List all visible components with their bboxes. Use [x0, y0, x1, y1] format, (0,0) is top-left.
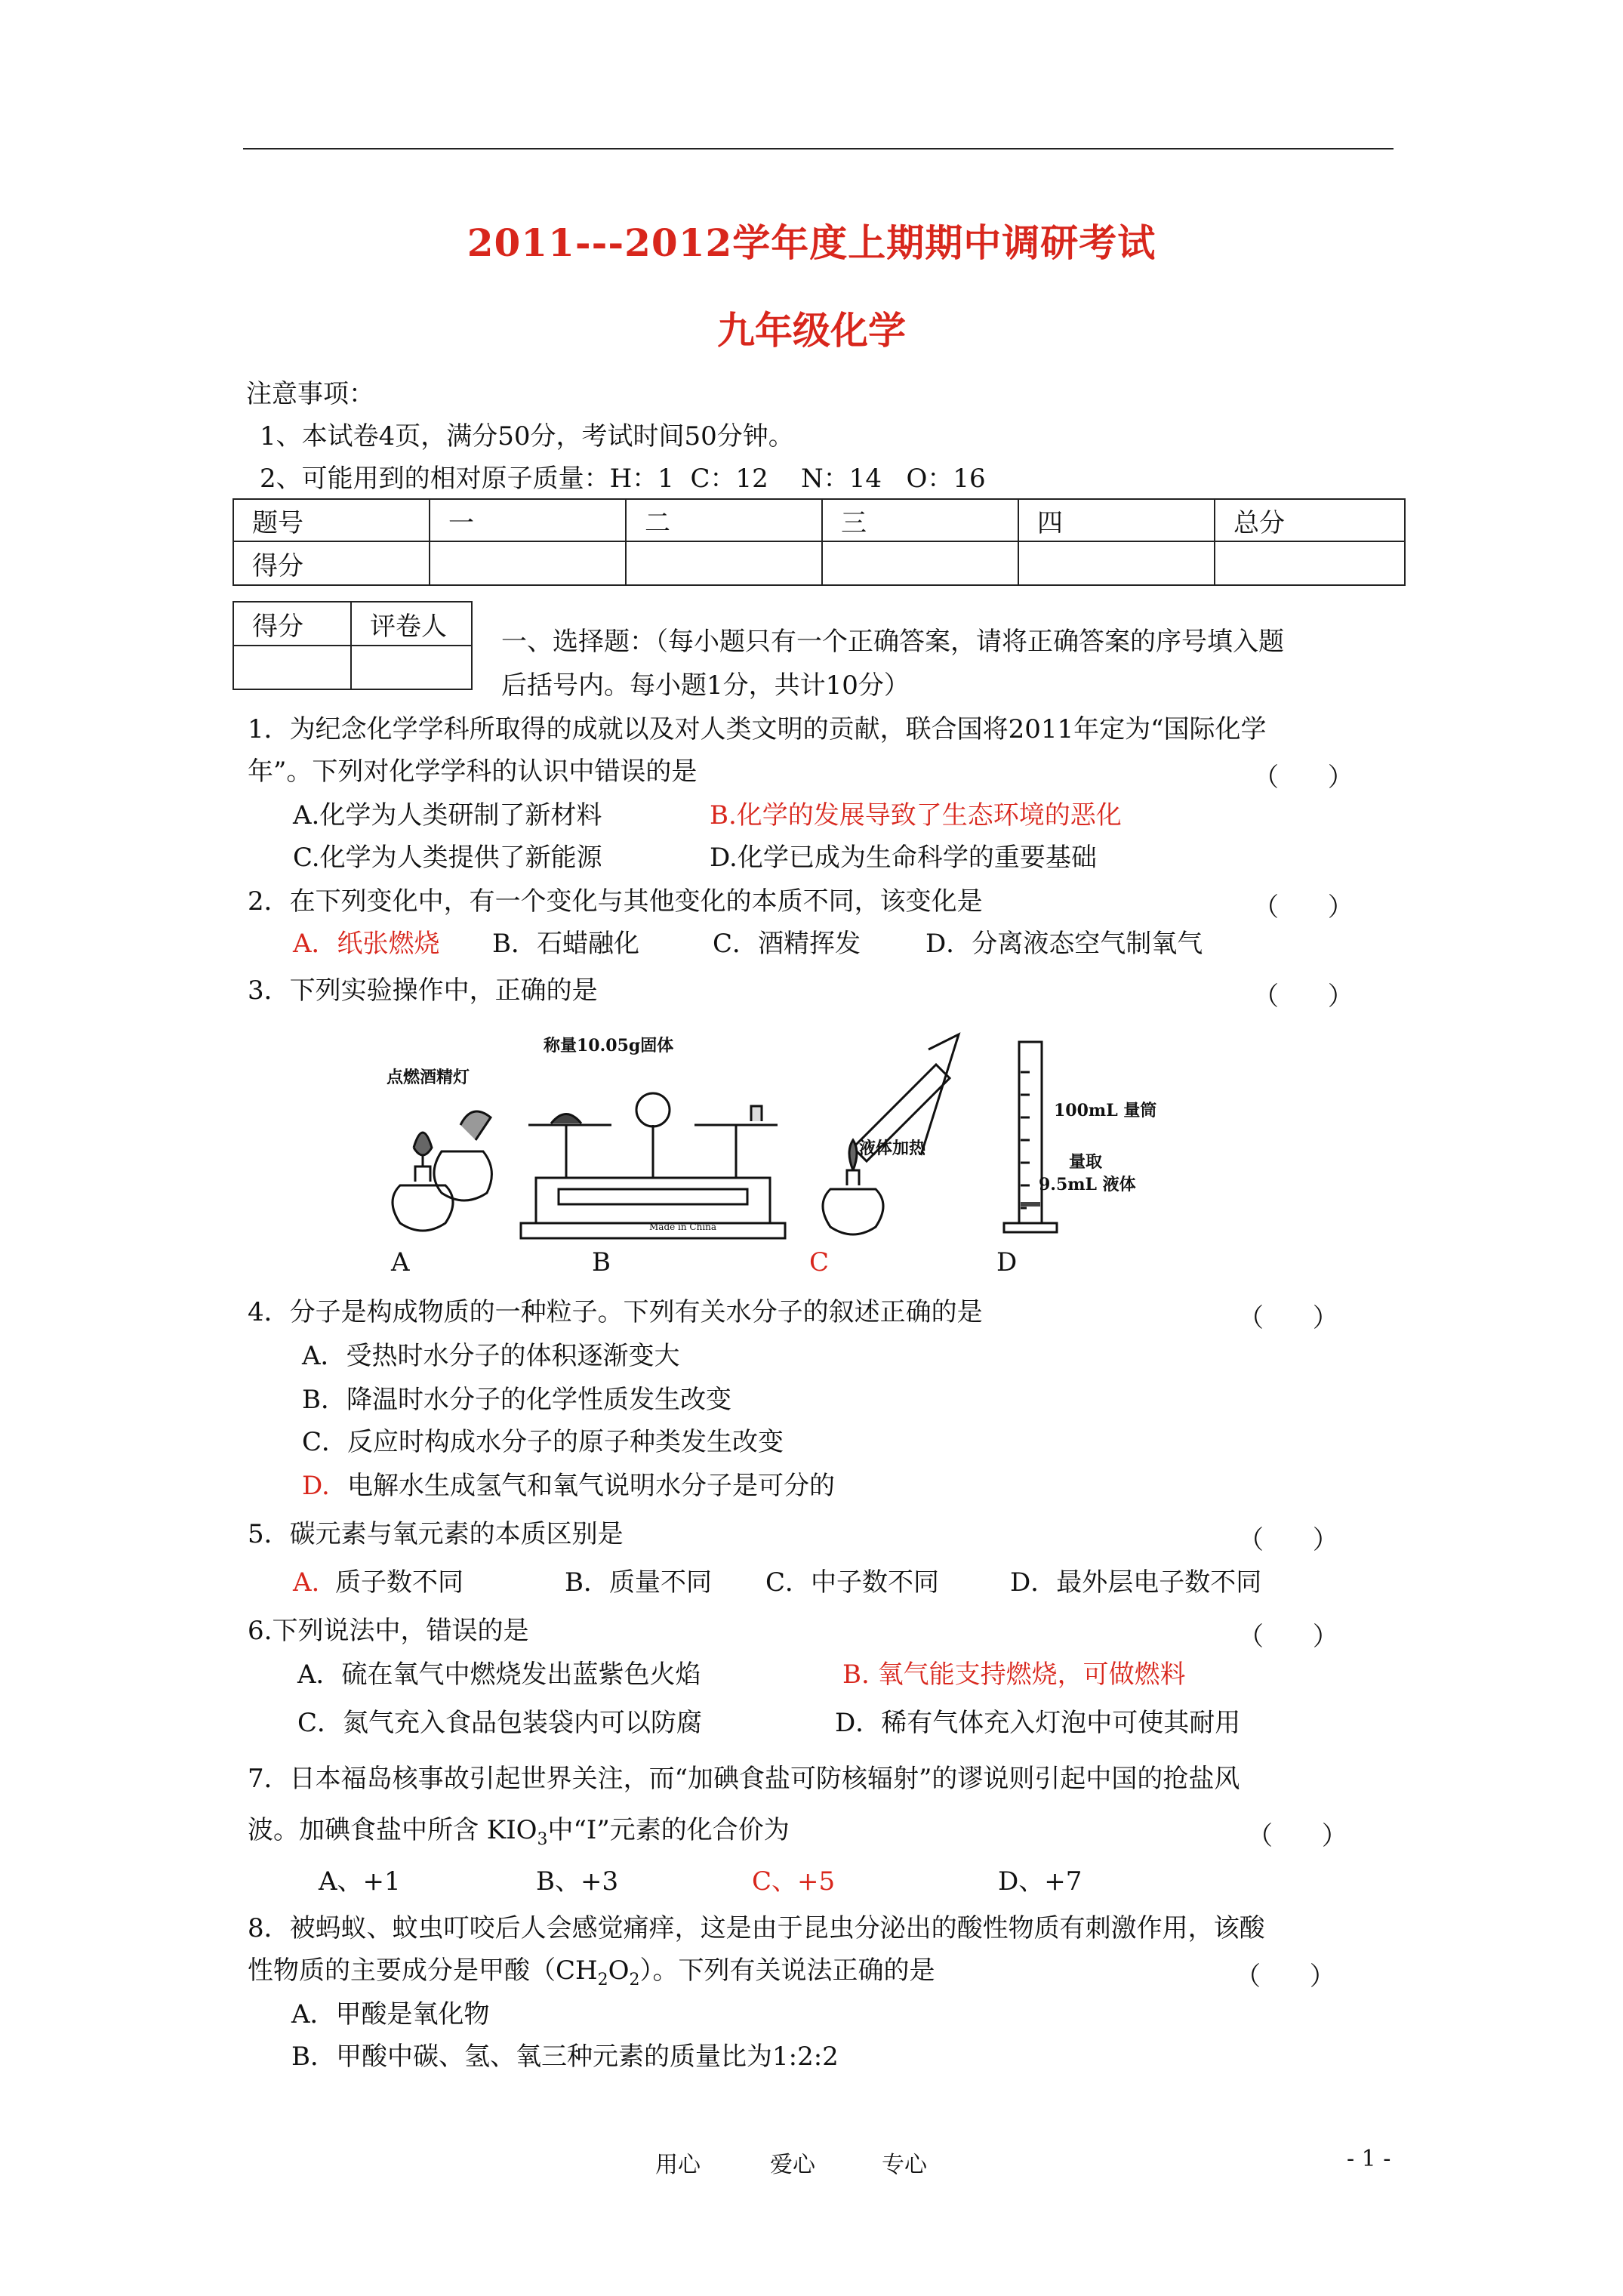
fig-label-d: D [996, 1247, 1018, 1277]
q4-stem: 4．分子是构成物质的一种粒子。下列有关水分子的叙述正确的是 [248, 1297, 983, 1327]
fig-b-small: Made in China [649, 1222, 717, 1232]
q7-option-d: D、+7 [998, 1866, 1083, 1897]
exam-subtitle: 九年级化学 [717, 308, 906, 353]
score-table [233, 498, 1406, 586]
q6-option-a: A．硫在氧气中燃烧发出蓝紫色火焰 [297, 1660, 701, 1690]
q7-answer-paren[interactable]: （ ） [1247, 1821, 1347, 1851]
q4-option-b: B．降温时水分子的化学性质发生改变 [302, 1385, 731, 1415]
q2-option-d: D．分离液态空气制氧气 [925, 929, 1203, 959]
q8-line2-text-b: ）。下列有关说法正确的是 [639, 1955, 935, 1986]
fig-c-caption: 液体加热 [859, 1139, 926, 1158]
q8-stem-line1: 8．被蚂蚁、蚊虫叮咬后人会感觉痛痒，这是由于昆虫分泌出的酸性物质有刺激作用，该酸 [248, 1913, 1265, 1943]
fig-label-a: A [391, 1247, 410, 1277]
grader-table [233, 601, 473, 690]
q5-option-d: D．最外层电子数不同 [1010, 1567, 1262, 1598]
balance-icon [521, 1093, 785, 1238]
q7-stem-line1: 7．日本福岛核事故引起世界关注，而“加碘食盐可防核辐射”的谬说则引起中国的抢盐风 [248, 1764, 1240, 1794]
notes-heading: 注意事项： [246, 379, 374, 409]
q8-answer-paren[interactable]: （ ） [1235, 1962, 1335, 1992]
q5-stem: 5．碳元素与氧元素的本质区别是 [248, 1519, 624, 1549]
q1-answer-paren[interactable]: （ ） [1253, 763, 1354, 793]
fig-d-caption-1: 100mL 量筒 [1054, 1101, 1157, 1120]
score-cell[interactable] [1018, 541, 1215, 585]
q6-answer-paren[interactable]: （ ） [1238, 1622, 1338, 1652]
q3-answer-paren[interactable]: （ ） [1253, 982, 1354, 1012]
score-header-cell: 总分 [1215, 499, 1405, 541]
note-2: 2、可能用到的相对原子质量：H：1 C：12 N：14 O：16 [260, 464, 986, 494]
q6-option-c: C．氮气充入食品包装袋内可以防腐 [297, 1708, 703, 1738]
q5-option-b: B．质量不同 [565, 1567, 712, 1598]
q8-line2-text-mid: O [608, 1955, 630, 1986]
q6-option-d: D．稀有气体充入灯泡中可使其耐用 [835, 1708, 1241, 1738]
section1-line2: 后括号内。每小题1分，共计10分） [501, 670, 910, 701]
q5-answer-paren[interactable]: （ ） [1238, 1525, 1338, 1555]
fig-label-c: C [809, 1247, 830, 1277]
alcohol-lamp-icon [393, 1111, 491, 1231]
q7-option-a: A、+1 [319, 1866, 401, 1897]
q4-option-c: C．反应时构成水分子的原子种类发生改变 [302, 1427, 784, 1457]
q1-stem-line1: 1．为纪念化学学科所取得的成就以及对人类文明的贡献，联合国将2011年定为“国际化学 [248, 714, 1267, 744]
q6-stem: 6.下列说法中，错误的是 [248, 1616, 529, 1646]
q3-figure [370, 1027, 1147, 1246]
top-rule [243, 148, 1394, 149]
q7-line2-text-b: 中“I”元素的化合价为 [547, 1815, 790, 1845]
q5-option-a-letter: A. [293, 1567, 320, 1598]
q8-line2-text-a: 性物质的主要成分是甲酸（CH [248, 1955, 598, 1986]
q5-option-a: 质子数不同 [335, 1567, 463, 1598]
section1-line1: 一、选择题：（每小题只有一个正确答案，请将正确答案的序号填入题 [501, 627, 1284, 657]
q4-option-d: 电解水生成氢气和氧气说明水分子是可分的 [347, 1471, 835, 1501]
q7-subscript: 3 [537, 1829, 548, 1849]
note-1: 1、本试卷4页，满分50分，考试时间50分钟。 [260, 421, 794, 451]
footer-mid: 爱心 [770, 2152, 815, 2178]
score-row-label: 得分 [233, 541, 430, 585]
q2-option-a: A．纸张燃烧 [293, 929, 440, 959]
grader-score-cell[interactable] [233, 646, 351, 689]
q8-option-b: B．甲酸中碳、氢、氧三种元素的质量比为1:2:2 [291, 2042, 839, 2072]
q1-option-c: C.化学为人类提供了新能源 [293, 843, 602, 873]
score-cell[interactable] [822, 541, 1018, 585]
grader-score-label: 得分 [233, 602, 351, 646]
q1-option-b: B.化学的发展导致了生态环境的恶化 [710, 800, 1122, 831]
score-header-cell: 二 [626, 499, 822, 541]
grader-name-label: 评卷人 [351, 602, 472, 646]
score-header-cell: 四 [1018, 499, 1215, 541]
q2-option-b: B．石蜡融化 [492, 929, 639, 959]
q6-option-b: B. 氧气能支持燃烧，可做燃料 [842, 1660, 1186, 1690]
q7-option-b: B、+3 [536, 1866, 619, 1897]
q7-line2-text-a: 波。加碘食盐中所含 KIO [248, 1815, 537, 1845]
fig-label-b: B [592, 1247, 611, 1277]
q1-option-a: A.化学为人类研制了新材料 [293, 800, 602, 831]
footer-left: 用心 [655, 2152, 701, 2178]
test-tube-heating-icon [823, 1034, 959, 1234]
score-header-cell: 一 [430, 499, 626, 541]
q4-option-d-letter: D. [302, 1471, 330, 1501]
q8-subscript-2: 2 [629, 1970, 640, 1989]
q8-stem-line2 [248, 1955, 935, 1996]
q1-stem-line2: 年”。下列对化学学科的认识中错误的是 [248, 757, 698, 787]
q4-option-a: A．受热时水分子的体积逐渐变大 [302, 1341, 680, 1371]
fig-d-caption-2: 量取 [1069, 1152, 1103, 1172]
q2-option-c: C．酒精挥发 [713, 929, 861, 959]
q8-subscript-1: 2 [597, 1970, 608, 1989]
footer-right: 专心 [882, 2152, 927, 2178]
score-header-cell: 三 [822, 499, 1018, 541]
q1-option-d: D.化学已成为生命科学的重要基础 [710, 843, 1097, 873]
score-cell[interactable] [1215, 541, 1405, 585]
score-cell[interactable] [430, 541, 626, 585]
q2-stem: 2．在下列变化中，有一个变化与其他变化的本质不同，该变化是 [248, 886, 983, 917]
graduated-cylinder-icon [1004, 1042, 1057, 1232]
q5-option-c: C．中子数不同 [765, 1567, 940, 1598]
q7-stem-line2 [248, 1815, 790, 1855]
fig-d-caption-3: 9.5mL 液体 [1039, 1175, 1136, 1194]
exam-title: 2011---2012学年度上期期中调研考试 [467, 220, 1156, 265]
score-cell[interactable] [626, 541, 822, 585]
grader-name-cell[interactable] [351, 646, 472, 689]
q2-answer-paren[interactable]: （ ） [1253, 892, 1354, 923]
fig-a-caption: 点燃酒精灯 [387, 1068, 470, 1087]
q7-option-c: C、+5 [752, 1866, 836, 1897]
q3-stem: 3．下列实验操作中，正确的是 [248, 975, 598, 1006]
q8-option-a: A．甲酸是氧化物 [291, 1999, 490, 2029]
page-number: - 1 - [1347, 2146, 1391, 2172]
fig-b-caption: 称量10.05g固体 [544, 1036, 674, 1056]
q4-answer-paren[interactable]: （ ） [1238, 1303, 1338, 1333]
score-header-cell: 题号 [233, 499, 430, 541]
